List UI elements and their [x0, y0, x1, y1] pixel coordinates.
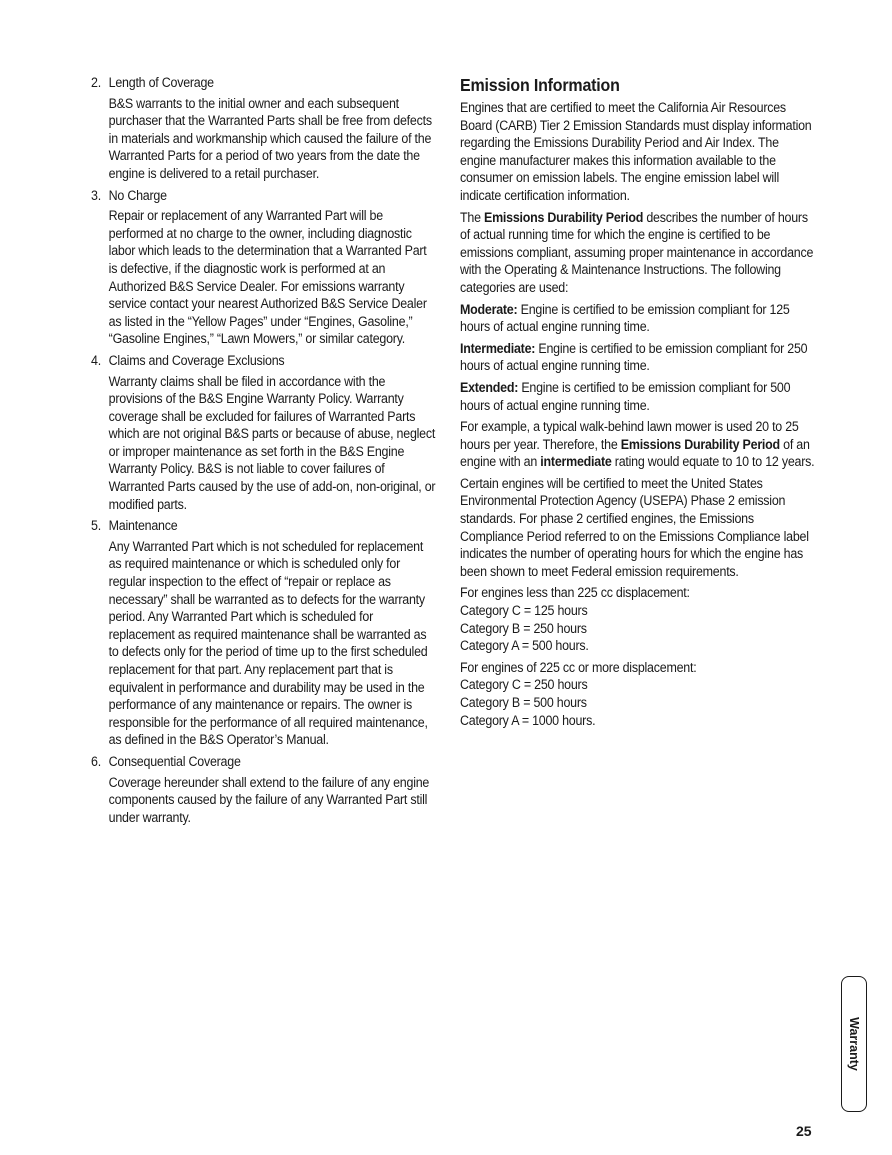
category-text: Engine is certified to be emission compliant for 250 hours of actual engine running time. [460, 340, 808, 374]
list-item [91, 74, 438, 183]
page-number: 25 [796, 1123, 812, 1139]
list-item-title: Length of Coverage [108, 75, 214, 90]
example-paragraph [460, 418, 814, 471]
example-text: For example, a typical walk-behind lawn mower is used 20 to 25 hours per year. Therefore, the [460, 419, 799, 452]
example-text: rating would equate to 10 to 12 years. [611, 454, 815, 470]
usepa-paragraph: Certain engines will be certified to meet the United States Environmental Protection Agency (USEPA) Phase 2 emission standards. For phase 2 certified engines, the Emissions Compliance Period referred to on the Emissions Compliance label indicates the number of operating hours for which the engine has been shown to meet Federal emission requirements. [460, 475, 809, 579]
list-item-number: 5. [91, 518, 101, 534]
list-item-number: 4. [91, 352, 101, 368]
category-text: Engine is certified to be emission compliant for 125 hours of actual engine running time. [460, 301, 790, 335]
category-line: Category C = 250 hours [460, 677, 588, 693]
category-text: Engine is certified to be emission compliant for 500 hours of actual engine running time. [460, 379, 791, 413]
list-item-body: Any Warranted Part which is not scheduled for replacement as required maintenance or which is scheduled only for regular inspection to the effect of “repair or replace as necessary” shall be warranted as to defects for the warranty period. Any Warranted Part which is scheduled for replacement as required maintenance shall be warranted as to defects only for the period of time up to the first scheduled replacement for that part. Any replacement part that is equivalent in performance and durability may be used in the performance of any maintenance or repairs. The owner is responsible for the performance of all required maintenance, as defined in the B&S Operator’s Manual. [108, 538, 428, 748]
category-line: Category B = 250 hours [460, 620, 587, 636]
list-item-heading [91, 352, 438, 370]
right-column [460, 74, 814, 733]
list-item [91, 517, 438, 749]
category-label: Extended: [460, 379, 519, 395]
small-engine-heading: For engines less than 225 cc displacement: [460, 585, 690, 601]
small-engine-categories [460, 584, 814, 654]
durability-period-paragraph [460, 209, 814, 297]
category-moderate [460, 301, 814, 336]
section-title: Emission Information [460, 75, 620, 95]
category-line: Category A = 1000 hours. [460, 712, 596, 728]
left-column [91, 74, 438, 830]
list-item-title: No Charge [108, 187, 167, 203]
category-line: Category C = 125 hours [460, 603, 588, 619]
large-engine-heading: For engines of 225 cc or more displacement: [460, 659, 697, 675]
example-bold-term: Emissions Durability Period [620, 436, 780, 452]
category-intermediate [460, 340, 814, 375]
list-item-body: Coverage hereunder shall extend to the failure of any engine components caused by the failure of any Warranted Part still under warranty. [108, 774, 430, 825]
list-item-number: 6. [91, 753, 101, 769]
category-line: Category A = 500 hours. [460, 638, 589, 654]
list-item-body: Warranty claims shall be filed in accordance with the provisions of the B&S Engine Warranty Policy. Warranty coverage shall be excluded for failures of Warranted Parts which are not original B&S parts or because of abuse, neglect or improper maintenance as set forth in the B&S Engine Warranty Policy. B&S is not liable to cover failures of Warranted Parts caused by the use of add-on, non-original, or modified parts. [108, 373, 436, 512]
list-item-number: 3. [91, 187, 101, 203]
durability-term: Emissions Durability Period [483, 209, 644, 225]
list-item-title: Consequential Coverage [108, 753, 241, 769]
example-text: of an engine with an [460, 436, 810, 470]
example-bold-rating: intermediate [540, 454, 612, 470]
durability-text-pre: The [460, 209, 484, 225]
list-item [91, 352, 438, 513]
list-item-heading [91, 74, 438, 92]
list-item-body: Repair or replacement of any Warranted Part will be performed at no charge to the owner, including diagnostic labor which leads to the determination that a Warranted Part is defective, if the diagnostic work is performed at an Authorized B&S Service Dealer. For emissions warranty service contact your nearest Authorized B&S Service Dealer as listed in the “Yellow Pages” under “Engines, Gasoline,” “Gasoline Engines,” “Lawn Mowers,” or similar category. [108, 208, 427, 347]
list-item-heading [91, 753, 438, 771]
list-item-title: Claims and Coverage Exclusions [108, 352, 285, 368]
category-line: Category B = 500 hours [460, 695, 587, 710]
category-extended [460, 379, 814, 414]
section-tab-warranty [841, 976, 867, 1112]
category-label: Moderate: [460, 301, 518, 317]
list-item [91, 187, 438, 348]
list-item-title: Maintenance [108, 518, 178, 534]
category-label: Intermediate: [460, 340, 536, 356]
durability-text-post: describes the number of hours of actual running time for which the engine is certified to be emissions compliant, assuming proper maintenance in accordance with the Operating & Maintenance Instructions. The following categories are used: [460, 209, 814, 295]
list-item [91, 753, 438, 826]
list-item-heading [91, 517, 438, 535]
section-tab-label: Warranty [847, 1017, 861, 1071]
large-engine-categories [460, 659, 814, 729]
list-item-body: B&S warrants to the initial owner and each subsequent purchaser that the Warranted Parts shall be free from defects in materials and workmanship which caused the failure of the Warranted Parts for a period of two years from the date the engine is delivered to a retail purchaser. [108, 95, 432, 181]
list-item-heading [91, 187, 438, 205]
list-item-number: 2. [91, 75, 101, 90]
intro-paragraph: Engines that are certified to meet the California Air Resources Board (CARB) Tier 2 Emission Standards must display information regarding the Emissions Durability Period and Air Index. The engine manufacturer makes this information available to the consumer on emission labels. The engine emission label will indicate certification information. [460, 100, 812, 203]
